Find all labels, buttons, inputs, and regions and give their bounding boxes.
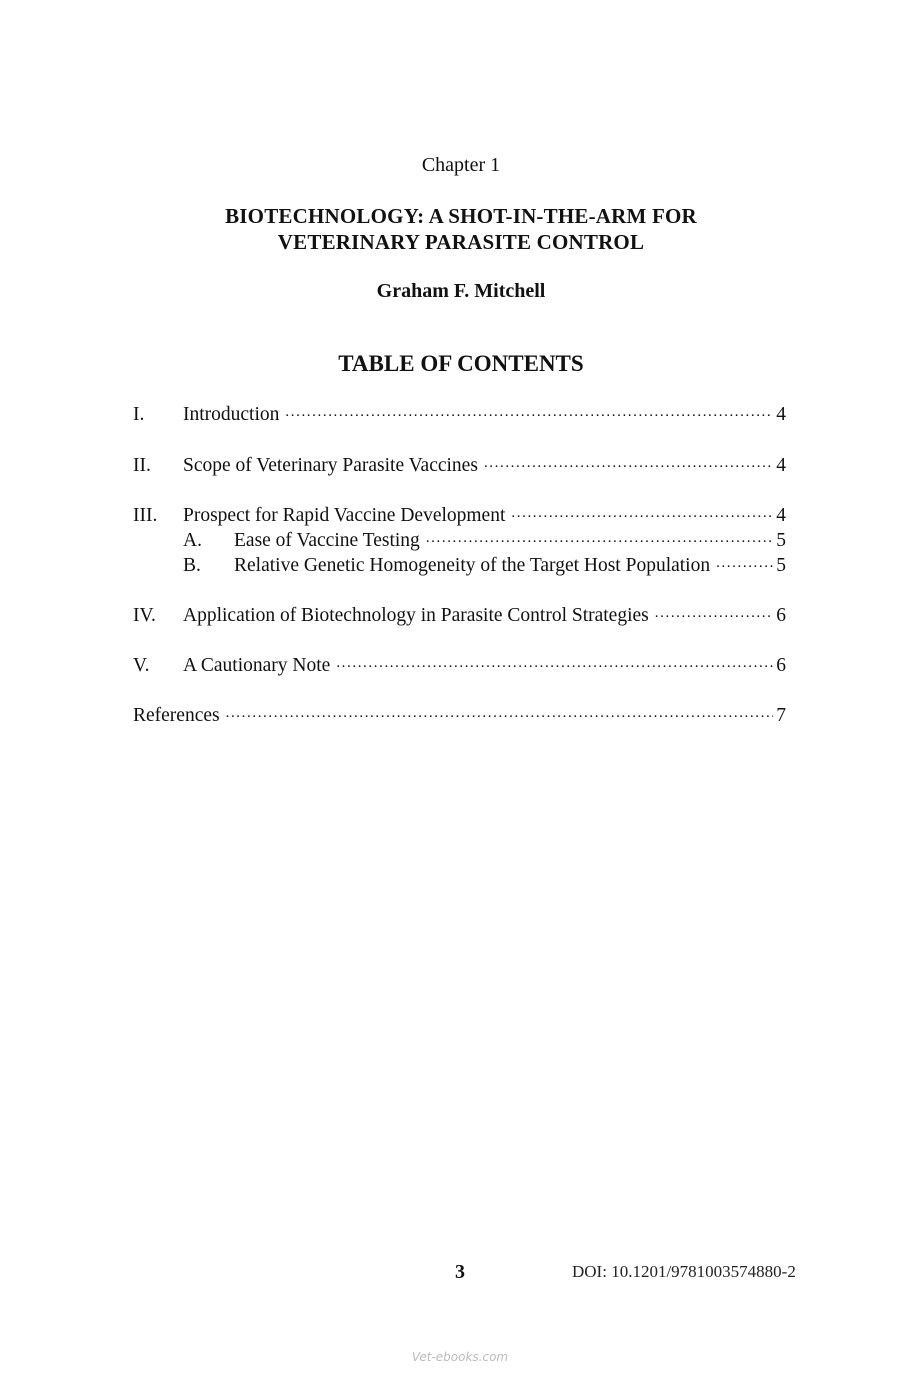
toc-subentry-genetic-homogeneity[interactable] [183, 553, 786, 578]
toc-entry-title: Scope of Veterinary Parasite Vaccines [183, 455, 478, 476]
toc-entry-page: 4 [776, 505, 786, 526]
toc-dot-leader [426, 528, 773, 546]
toc-entry-cautionary-note[interactable] [133, 653, 786, 678]
toc-dot-leader [655, 603, 773, 621]
toc-entry-number: A. [183, 530, 202, 551]
toc-dot-leader [484, 453, 773, 471]
toc-entry-title: A Cautionary Note [183, 655, 331, 676]
chapter-title [0, 203, 922, 255]
page-number: 3 [455, 1261, 465, 1283]
toc-entry-page: 5 [776, 530, 786, 551]
toc-dot-leader [511, 503, 773, 521]
toc-entry-title: Introduction [183, 404, 280, 425]
toc-subentry-vaccine-testing[interactable] [183, 528, 786, 553]
toc-entry-page: 5 [776, 555, 786, 576]
toc-entry-number: B. [183, 555, 201, 576]
toc-dot-leader [336, 653, 773, 671]
toc-entry-page: 6 [776, 655, 786, 676]
toc-entry-title: References [133, 705, 220, 726]
toc-entry-page: 6 [776, 605, 786, 626]
toc-dot-leader [285, 402, 773, 420]
toc-heading: TABLE OF CONTENTS [338, 351, 584, 376]
doi-text: DOI: 10.1201/9781003574880-2 [572, 1262, 796, 1281]
toc-entry-prospect[interactable] [133, 503, 786, 528]
chapter-label: Chapter 1 [421, 154, 501, 176]
toc-entry-page: 7 [776, 705, 786, 726]
toc-entry-title: Prospect for Rapid Vaccine Development [183, 505, 506, 526]
chapter-title-line-2: VETERINARY PARASITE CONTROL [277, 230, 645, 254]
toc-dot-leader [716, 553, 773, 571]
watermark-logo: Vet-ebooks.com [411, 1350, 509, 1364]
toc-entry-number: V. [133, 655, 150, 676]
toc-entry-page: 4 [776, 455, 786, 476]
toc-entry-number: II. [133, 455, 151, 476]
toc-entry-title: Relative Genetic Homogeneity of the Target Host Population [234, 555, 711, 576]
toc-entry-scope[interactable] [133, 453, 786, 478]
chapter-title-line-1: BIOTECHNOLOGY: A SHOT-IN-THE-ARM FOR [225, 204, 697, 228]
toc-dot-leader [226, 703, 774, 721]
toc-entry-introduction[interactable] [133, 402, 786, 427]
toc-entry-title: Application of Biotechnology in Parasite Control Strategies [183, 605, 649, 626]
toc-entry-title: Ease of Vaccine Testing [234, 530, 420, 551]
toc-entry-application[interactable] [133, 603, 786, 628]
toc-entry-number: IV. [133, 605, 156, 626]
toc-entry-references[interactable] [133, 703, 786, 728]
toc-entry-number: I. [133, 404, 145, 425]
toc-entry-page: 4 [776, 404, 786, 425]
author-name: Graham F. Mitchell [376, 280, 546, 302]
toc-entry-number: III. [133, 505, 158, 526]
